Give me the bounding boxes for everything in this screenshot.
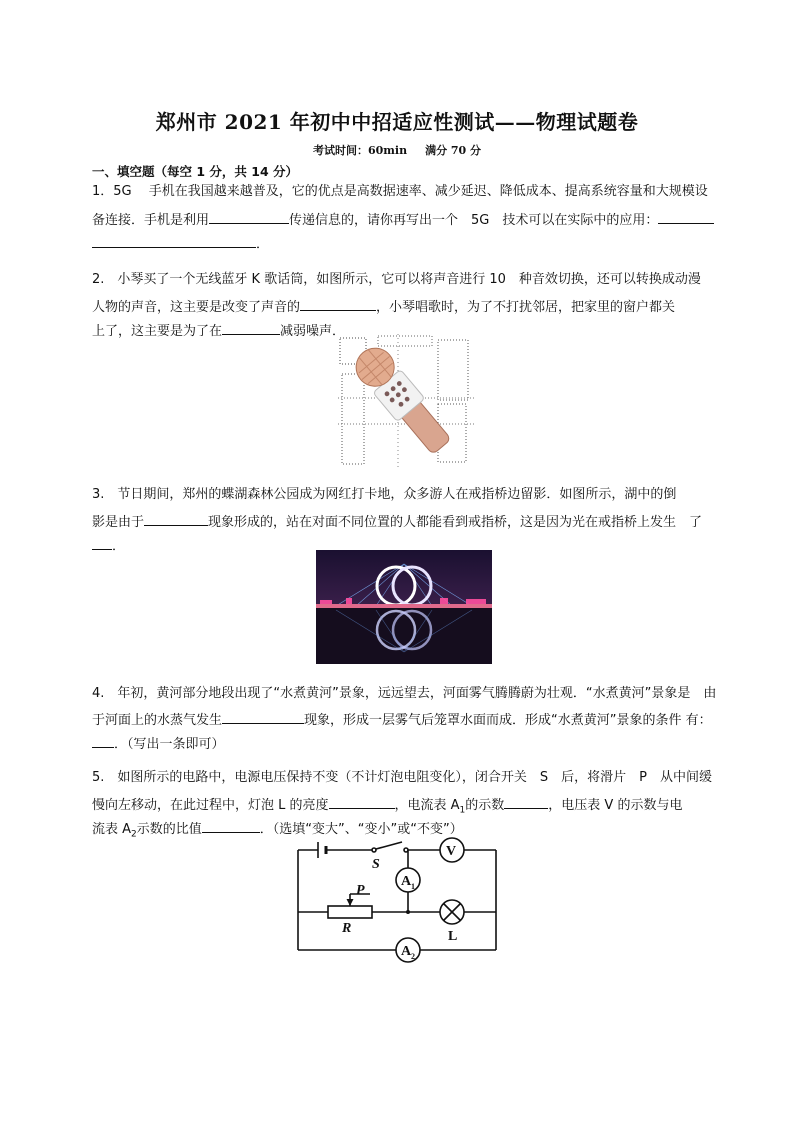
q1-blank-2a[interactable]	[658, 210, 714, 224]
q1-text-a: 备连接．手机是利用	[92, 213, 210, 228]
q2-line2	[92, 297, 675, 316]
q5-sub-2: 2	[131, 829, 137, 840]
rheostat	[328, 906, 372, 918]
bridge-deck	[316, 604, 492, 608]
q2-line3	[92, 321, 345, 340]
q2-text-c: 上了，这主要是为了在	[92, 324, 223, 339]
q5-line2	[92, 795, 682, 819]
q1-blank-2b[interactable]	[92, 234, 256, 248]
q5-blank-2[interactable]	[504, 795, 548, 809]
q4-end: ．（写出一条即可）	[114, 737, 225, 752]
microphone-figure	[338, 334, 474, 468]
ammeter-a2-label: A	[401, 944, 412, 959]
exam-info	[0, 142, 794, 158]
switch-blade	[376, 842, 402, 849]
q2-text-a: 人物的声音，这主要是改变了声音的	[92, 300, 301, 315]
ammeter-a2-sub: 2	[411, 952, 415, 961]
q5-text-e: 流表 A	[92, 822, 132, 837]
q3-text-a: 影是由于	[92, 515, 145, 530]
q1-line2	[92, 210, 714, 229]
q3-line1: 3. 节日期间，郑州的蝶湖森林公园成为网红打卡地，众多游人在戒指桥边留影．如图所示，湖中的倒	[92, 487, 677, 502]
full-score: 满分 70 分	[425, 144, 482, 157]
switch-contact-left	[372, 848, 376, 852]
section-heading: 一、填空题（每空 1 分，共 14 分）	[92, 164, 299, 179]
q5-sub-1: 1	[459, 805, 466, 816]
junction-node	[406, 910, 410, 914]
rheostat-label: R	[342, 921, 352, 936]
q1-blank-1[interactable]	[209, 210, 289, 224]
q1-end: ．	[256, 237, 270, 252]
slider-label: P	[356, 883, 365, 898]
q2-blank-2[interactable]	[222, 321, 280, 335]
q1-text-b: 传递信息的，请你再写出一个 5G 技术可以在实际中的应用：	[289, 213, 659, 228]
q5-blank-3[interactable]	[202, 819, 260, 833]
q3-line2	[92, 512, 702, 531]
page-title: 郑州市 2021 年初中中招适应性测试——物理试题卷	[155, 110, 639, 134]
q2-blank-1[interactable]	[300, 297, 376, 311]
q2-text-d: 减弱噪声．	[280, 324, 346, 339]
q4-text-a: 于河面上的水蒸气发生	[92, 713, 223, 728]
q5-text-f: 示数的比值	[136, 822, 202, 837]
q1-line3	[92, 234, 269, 253]
q4-blank-1[interactable]	[222, 710, 304, 724]
switch-label: S	[372, 857, 380, 872]
ammeter-a1-sub: 1	[411, 882, 415, 891]
q5-line1: 5. 如图所示的电路中，电源电压保持不变（不计灯泡电阻变化），闭合开关 S 后，将滑片 P 从中间缓	[92, 770, 712, 785]
circuit-diagram	[290, 836, 502, 968]
slider-arrow-icon	[347, 899, 354, 906]
q5-blank-1[interactable]	[329, 795, 395, 809]
q5-text-a: 慢向左移动，在此过程中，灯泡 L 的亮度	[92, 798, 329, 813]
q4-line3	[92, 734, 225, 753]
q3-line3	[92, 536, 125, 555]
q4-blank-2[interactable]	[92, 734, 114, 748]
q3-blank-1[interactable]	[144, 512, 208, 526]
q4-line2	[92, 710, 712, 729]
q5-text-d: ，电压表 V 的示数与电	[548, 798, 683, 813]
lamp-label: L	[448, 929, 458, 944]
q2-line1: 2. 小琴买了一个无线蓝牙 K 歌话筒，如图所示，它可以将声音进行 10 种音效切换，还可以转换成动漫	[92, 272, 701, 287]
q2-text-b: ，小琴唱歌时，为了不打扰邻居，把家里的窗户都关	[376, 300, 676, 315]
exam-time: 考试时间：60min	[312, 144, 408, 157]
q4-text-b: 现象，形成一层雾气后笼罩水面而成．形成“水煮黄河”景象的条件 有：	[304, 713, 712, 728]
ammeter-a1-label: A	[401, 874, 412, 889]
q3-end: ．	[112, 539, 126, 554]
ring-bridge-photo	[316, 550, 492, 664]
q5-text-g: ．（选填“变大”、“变小”或“不变”）	[259, 822, 463, 837]
q3-blank-2[interactable]	[92, 536, 112, 550]
q5-text-b: ，电流表 A	[394, 798, 460, 813]
q4-line1: 4. 年初，黄河部分地段出现了“水煮黄河”景象，远远望去，河面雾气腾腾蔚为壮观．“水煮黄河”景象是 由	[92, 686, 717, 701]
voltmeter-label: V	[446, 844, 457, 859]
q1-line1: 1．5G 手机在我国越来越普及，它的优点是高数据速率、减少延迟、降低成本、提高系统容量和大规模设	[92, 184, 708, 199]
q5-text-c: 的示数	[465, 798, 505, 813]
q3-text-b: 现象形成的，站在对面不同位置的人都能看到戒指桥，这是因为光在戒指桥上发生 了	[208, 515, 703, 530]
